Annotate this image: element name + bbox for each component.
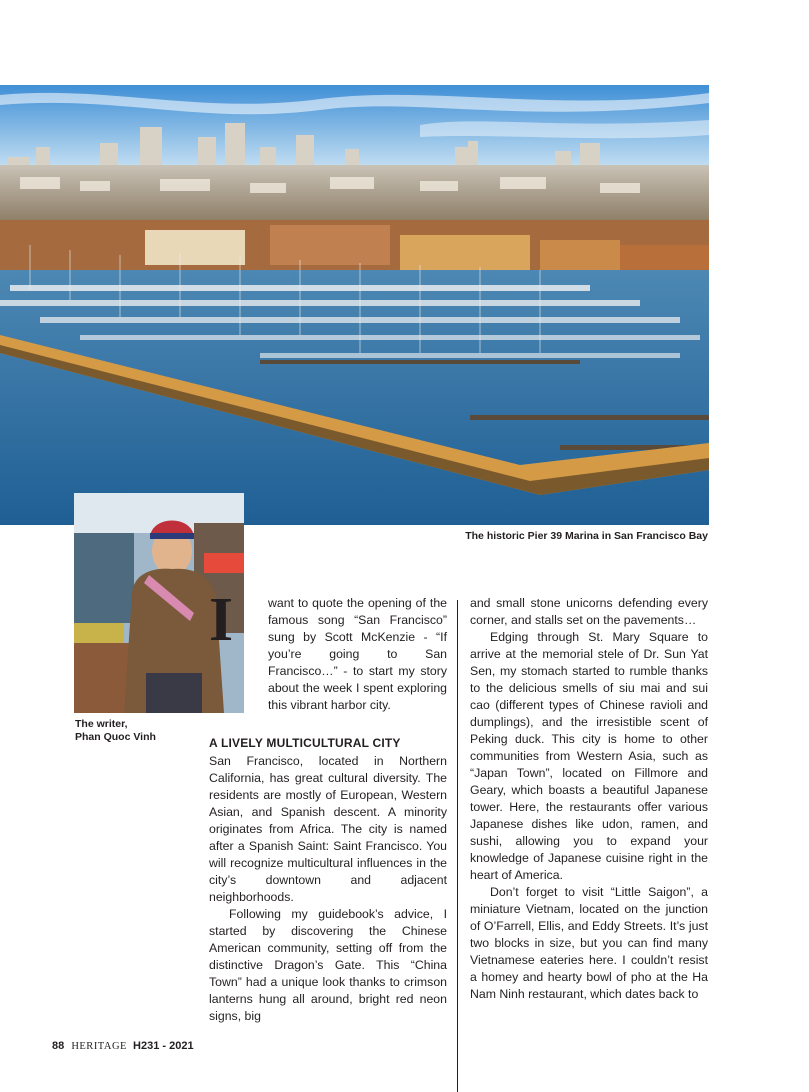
issue-number: H231 - 2021 <box>133 1040 194 1052</box>
paragraph: and small stone unicorns defending every corner, and stalls set on the pavements… <box>470 596 708 627</box>
writer-caption-line2: Phan Quoc Vinh <box>75 731 156 743</box>
hero-caption: The historic Pier 39 Marina in San Francisco Bay <box>465 530 708 542</box>
writer-caption <box>75 718 195 744</box>
column-divider <box>457 600 458 1092</box>
drop-cap: I <box>209 586 234 654</box>
paragraph: Edging through St. Mary Square to arrive at the memorial stele of Dr. Sun Yat Sen, my stomach started to rumble thanks to the delicious smells of siu mai and sui cao (different types of Chinese ravioli and dumplings), and the irresistible scent of Peking duck. This city is home to other communities from Western Asia, such as “Japan Town”, located on Fillmore and Geary, which boasts a beautiful Japanese tower. Here, the restaurants offer various Japanese dishes like udon, ramen, and sushi, allowing you to expand your knowledge of Japanese cuisine right in the heart of America. <box>470 630 708 882</box>
intro-text: want to quote the opening of the famous song “San Francisco” sung by Scott McKenzie - “If you’re going to San Francisco…” - to start my story about the week I spent exploring this vibrant harbor city. <box>268 596 447 712</box>
paragraph: Don’t forget to visit “Little Saigon”, a miniature Vietnam, located on the junction of O’Farrell, Ellis, and Eddy Streets. It’s just two blocks in size, but you can find many Vietnamese eateries here. I couldn’t resist a homey and hearty bowl of pho at the Ha Nam Ninh restaurant, which dates back to <box>470 885 708 1001</box>
magazine-name: HERITAGE <box>71 1041 127 1052</box>
section-heading: A LIVELY MULTICULTURAL CITY <box>209 736 401 750</box>
paragraph: Following my guidebook’s advice, I started by discovering the Chinese American community, setting off from the distinctive Dragon’s Gate. This “China Town” had a unique look thanks to crimson lanterns hung all around, bright red neon signs, big <box>209 907 447 1023</box>
paragraph: San Francisco, located in Northern California, has great cultural diversity. The residents are mostly of European, Western Asian, and Spanish descent. A minority originates from Africa. The city is named after a Spanish Saint: Saint Francisco. You will recognize multicultural influences in the city’s downtown and adjacent neighborhoods. <box>209 754 447 904</box>
pier-39-marina-image <box>0 85 709 525</box>
page-number: 88 <box>52 1040 65 1052</box>
writer-caption-line1: The writer, <box>75 718 128 730</box>
column-1 <box>209 735 447 1025</box>
intro-paragraph <box>268 595 447 714</box>
hero-photo <box>0 85 709 525</box>
column-2 <box>470 595 708 1003</box>
page-footer <box>52 1040 194 1052</box>
